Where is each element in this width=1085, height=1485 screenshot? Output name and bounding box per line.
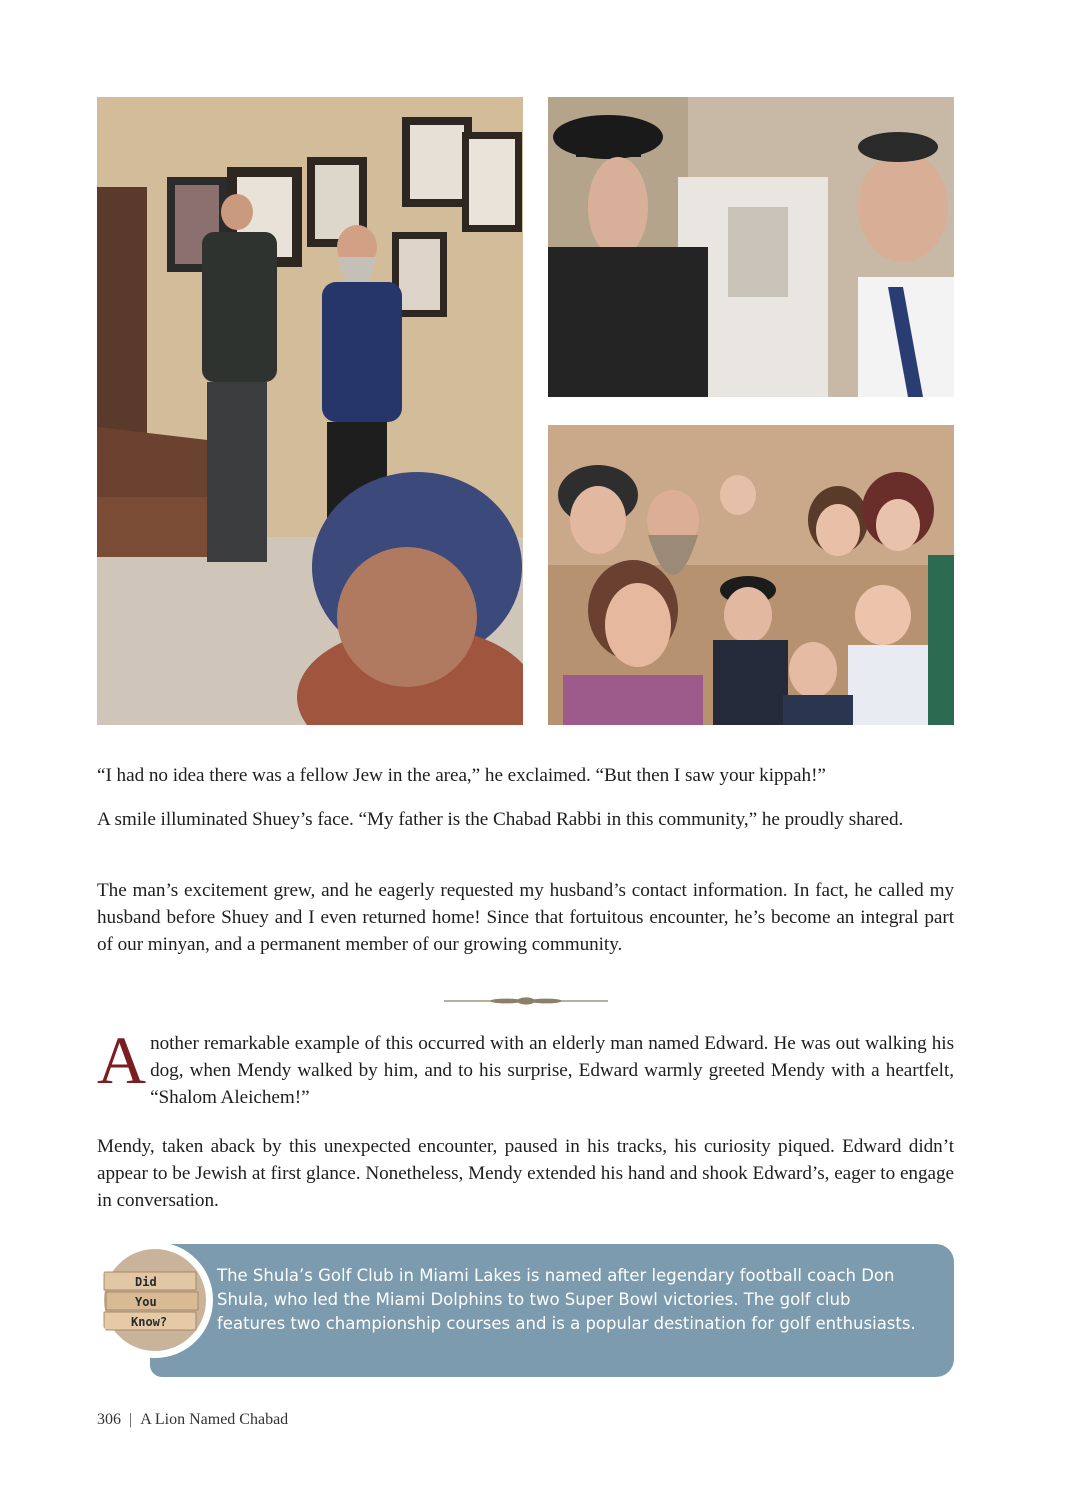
- photo-family-selfie: [548, 425, 954, 725]
- badge-line-3: Know?: [131, 1315, 168, 1329]
- paragraph-5-text: Mendy, taken aback by this unexpected encounter, paused in his tracks, his curiosity piqued. Edward didn’t appear to be Jewish at first glance. Nonetheless, Mendy extended his hand and shook Edward’s, eager to engage in conversation.: [97, 1136, 954, 1211]
- section-divider-ornament: [444, 994, 608, 1008]
- paragraph-4-text: [97, 1022, 954, 1111]
- did-you-know-text: The Shula’s Golf Club in Miami Lakes is named after legendary football coach Don Shula, who led the Miami Dolphins to two Super Bowl victories. The golf club features two championship courses and is a popular destination for golf enthusiasts.: [217, 1266, 916, 1333]
- paragraph-3: [97, 877, 954, 958]
- paragraph-2-text: A smile illuminated Shuey’s face. “My father is the Chabad Rabbi in this community,” he proudly shared.: [97, 809, 904, 830]
- paragraph-5: [97, 1133, 954, 1214]
- badge-line-1: Did: [135, 1275, 157, 1289]
- paragraph-1-text: “I had no idea there was a fellow Jew in the area,” he exclaimed. “But then I saw your kippah!”: [97, 765, 826, 786]
- photo-tefillin-mirror: [548, 97, 954, 397]
- paragraph-1: [97, 762, 954, 789]
- drop-cap: A: [97, 1022, 147, 1098]
- paragraph-4: [97, 1022, 954, 1111]
- badge-line-2: You: [135, 1295, 157, 1309]
- page-footer: [97, 1411, 288, 1429]
- footer-separator: |: [129, 1411, 133, 1428]
- page-number: 306: [97, 1411, 121, 1428]
- did-you-know-badge: [97, 1242, 213, 1358]
- paragraph-3-text: The man’s excitement grew, and he eagerly requested my husband’s contact information. In fact, he called my husband before Shuey and I even returned home! Since that fortuitous encounter, he’s become an integral part of our minyan, and a permanent member of our growing community.: [97, 880, 954, 955]
- paragraph-2: [97, 806, 954, 833]
- photo-office-tefillin: [97, 97, 523, 725]
- paragraph-4-body: nother remarkable example of this occurred with an elderly man named Edward. He was out walking his dog, when Mendy walked by him, and to his surprise, Edward warmly greeted Mendy with a heartfelt, “Shalom Aleichem!”: [150, 1033, 954, 1108]
- book-title: A Lion Named Chabad: [140, 1411, 289, 1428]
